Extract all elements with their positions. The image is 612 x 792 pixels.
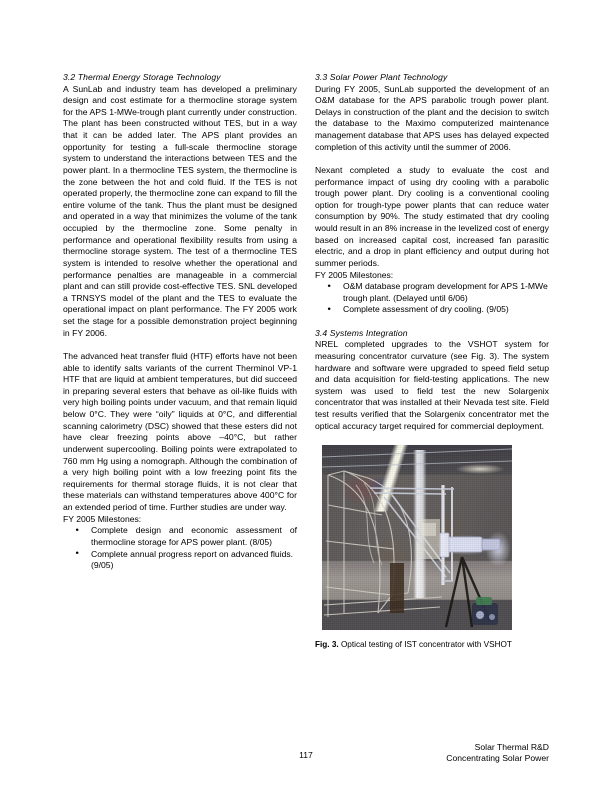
list-item-text: Complete annual progress report on advanced fluids. (9/05) xyxy=(91,548,294,571)
footer-right xyxy=(446,742,549,765)
left-paragraph-2: The advanced heat transfer fluid (HTF) efforts have not been able to identify salts variants of the current Therminol VP-1 HTF that are liquid at ambient temperatures, but did succeed in preparing several esters that behave as oil-like fluids with very high boiling points under vacuum, and that remain liquid below 0°C. They were “oily” liquids at 0°C, and differential scanning calorimetry (DSC) showed that these esters did not have clear freezing points above –40°C, but rather underwent supercooling. Boiling points were extrapolated to 760 mm Hg using a nomograph. Although the combination of a very high boiling point with a low freezing point fits the requirements for thermal storage fluids, it is not clear that these materials can withstand temperatures above 400°C for an extended period of time. Further studies are under way. xyxy=(63,350,297,513)
list-item xyxy=(63,525,297,548)
bullet-icon: • xyxy=(75,548,79,560)
two-column-body xyxy=(63,72,549,712)
bullet-icon: • xyxy=(75,525,79,537)
left-milestones-label: FY 2005 Milestones: xyxy=(63,513,142,524)
bullet-icon: • xyxy=(327,280,331,292)
figure-3-caption xyxy=(315,639,549,650)
right-paragraph-3: NREL completed upgrades to the VSHOT system for measuring concentrator curvature (see Fig. 3). The system hardware and software were upgraded to speed field setup and data acquisition for field-testing applications. The new system was used to field test the new Solargenix concentrator that was installed at their Nevada test site. Field test results verified that the Solargenix concentrator met the optical accuracy target required for commercial deployment. xyxy=(315,339,549,431)
bullet-icon: • xyxy=(327,304,331,316)
right-milestones-list xyxy=(315,281,549,316)
left-milestones-list xyxy=(63,525,297,572)
page-number: 117 xyxy=(299,750,313,760)
section-heading-3-3: 3.3 Solar Power Plant Technology xyxy=(315,72,448,82)
tripod-illustration xyxy=(322,445,512,630)
right-paragraph-1: During FY 2005, SunLab supported the development of an O&M database for the APS parabolic trough power plant. Delays in construction of the plant and the decision to switch the database to the Maximo computerized maintenance management database that APS uses has delayed expected completion of this activity until the summer of 2006. xyxy=(315,83,549,152)
footer-line-2: Concentrating Solar Power xyxy=(446,753,549,764)
list-item-text: Complete design and economic assessment of thermocline storage for APS power plant. (8/05) xyxy=(91,525,297,547)
right-column xyxy=(315,72,549,650)
left-paragraph-1: A SunLab and industry team has developed a preliminary design and cost estimate for a thermocline storage system for the APS 1-MWe-trough plant currently under construction. The plant has been constructed without TES, but in a way that it can be added later. The APS plant provides an opportunity for testing a full-scale thermocline storage system to understand the interactions between TES and the power plant. In a thermocline TES system, the thermocline is the zone between the hot and cold fluid. If the TES is not operated properly, the thermocline zone can expand to fill the entire volume of the tank. Thus the plant must be designed and operated in a way that minimizes the volume of the tank occupied by the thermocline zone. Some penalty in performance and operational flexibility results from using a thermocline storage system. The test of a thermocline TES system is intended to resolve whether the operational and performance penalties are manageable in a commercial plant and can still provide cost-effective TES. SNL developed a TRNSYS model of the plant and the TES to evaluate the operational impact on plant performance. The FY 2005 work set the stage for a possible demonstration project beginning in FY 2006. xyxy=(63,83,297,338)
figure-3-photo xyxy=(322,445,512,630)
list-item xyxy=(63,549,297,572)
footer-line-1: Solar Thermal R&D xyxy=(474,742,549,752)
right-paragraph-2: Nexant completed a study to evaluate the cost and performance impact of using dry cooling with a parabolic trough power plant. Dry cooling is a conventional cooling option for trough-type power plants that can reduce water consumption by 90%. The study estimated that dry cooling would result in an 8% increase in the levelized cost of energy based on increased capital cost, increased fan parasitic electric, and a drop in plant efficiency and output during hot summer periods. xyxy=(315,164,549,268)
section-heading-3-4: 3.4 Systems Integration xyxy=(315,327,408,338)
section-heading-3-2: 3.2 Thermal Energy Storage Technology xyxy=(63,72,221,82)
list-item-text: O&M database program development for APS 1-MWe trough plant. (Delayed until 6/06) xyxy=(343,281,548,303)
right-milestones-label: FY 2005 Milestones: xyxy=(315,269,394,280)
figure-3-label: Fig. 3. xyxy=(315,640,339,650)
list-item xyxy=(315,281,549,304)
left-column xyxy=(63,72,297,572)
list-item-text: Complete assessment of dry cooling. (9/05) xyxy=(343,304,509,315)
figure-3 xyxy=(315,445,549,650)
list-item xyxy=(315,304,549,316)
figure-3-caption-body: Optical testing of IST concentrator with VSHOT xyxy=(340,640,512,650)
